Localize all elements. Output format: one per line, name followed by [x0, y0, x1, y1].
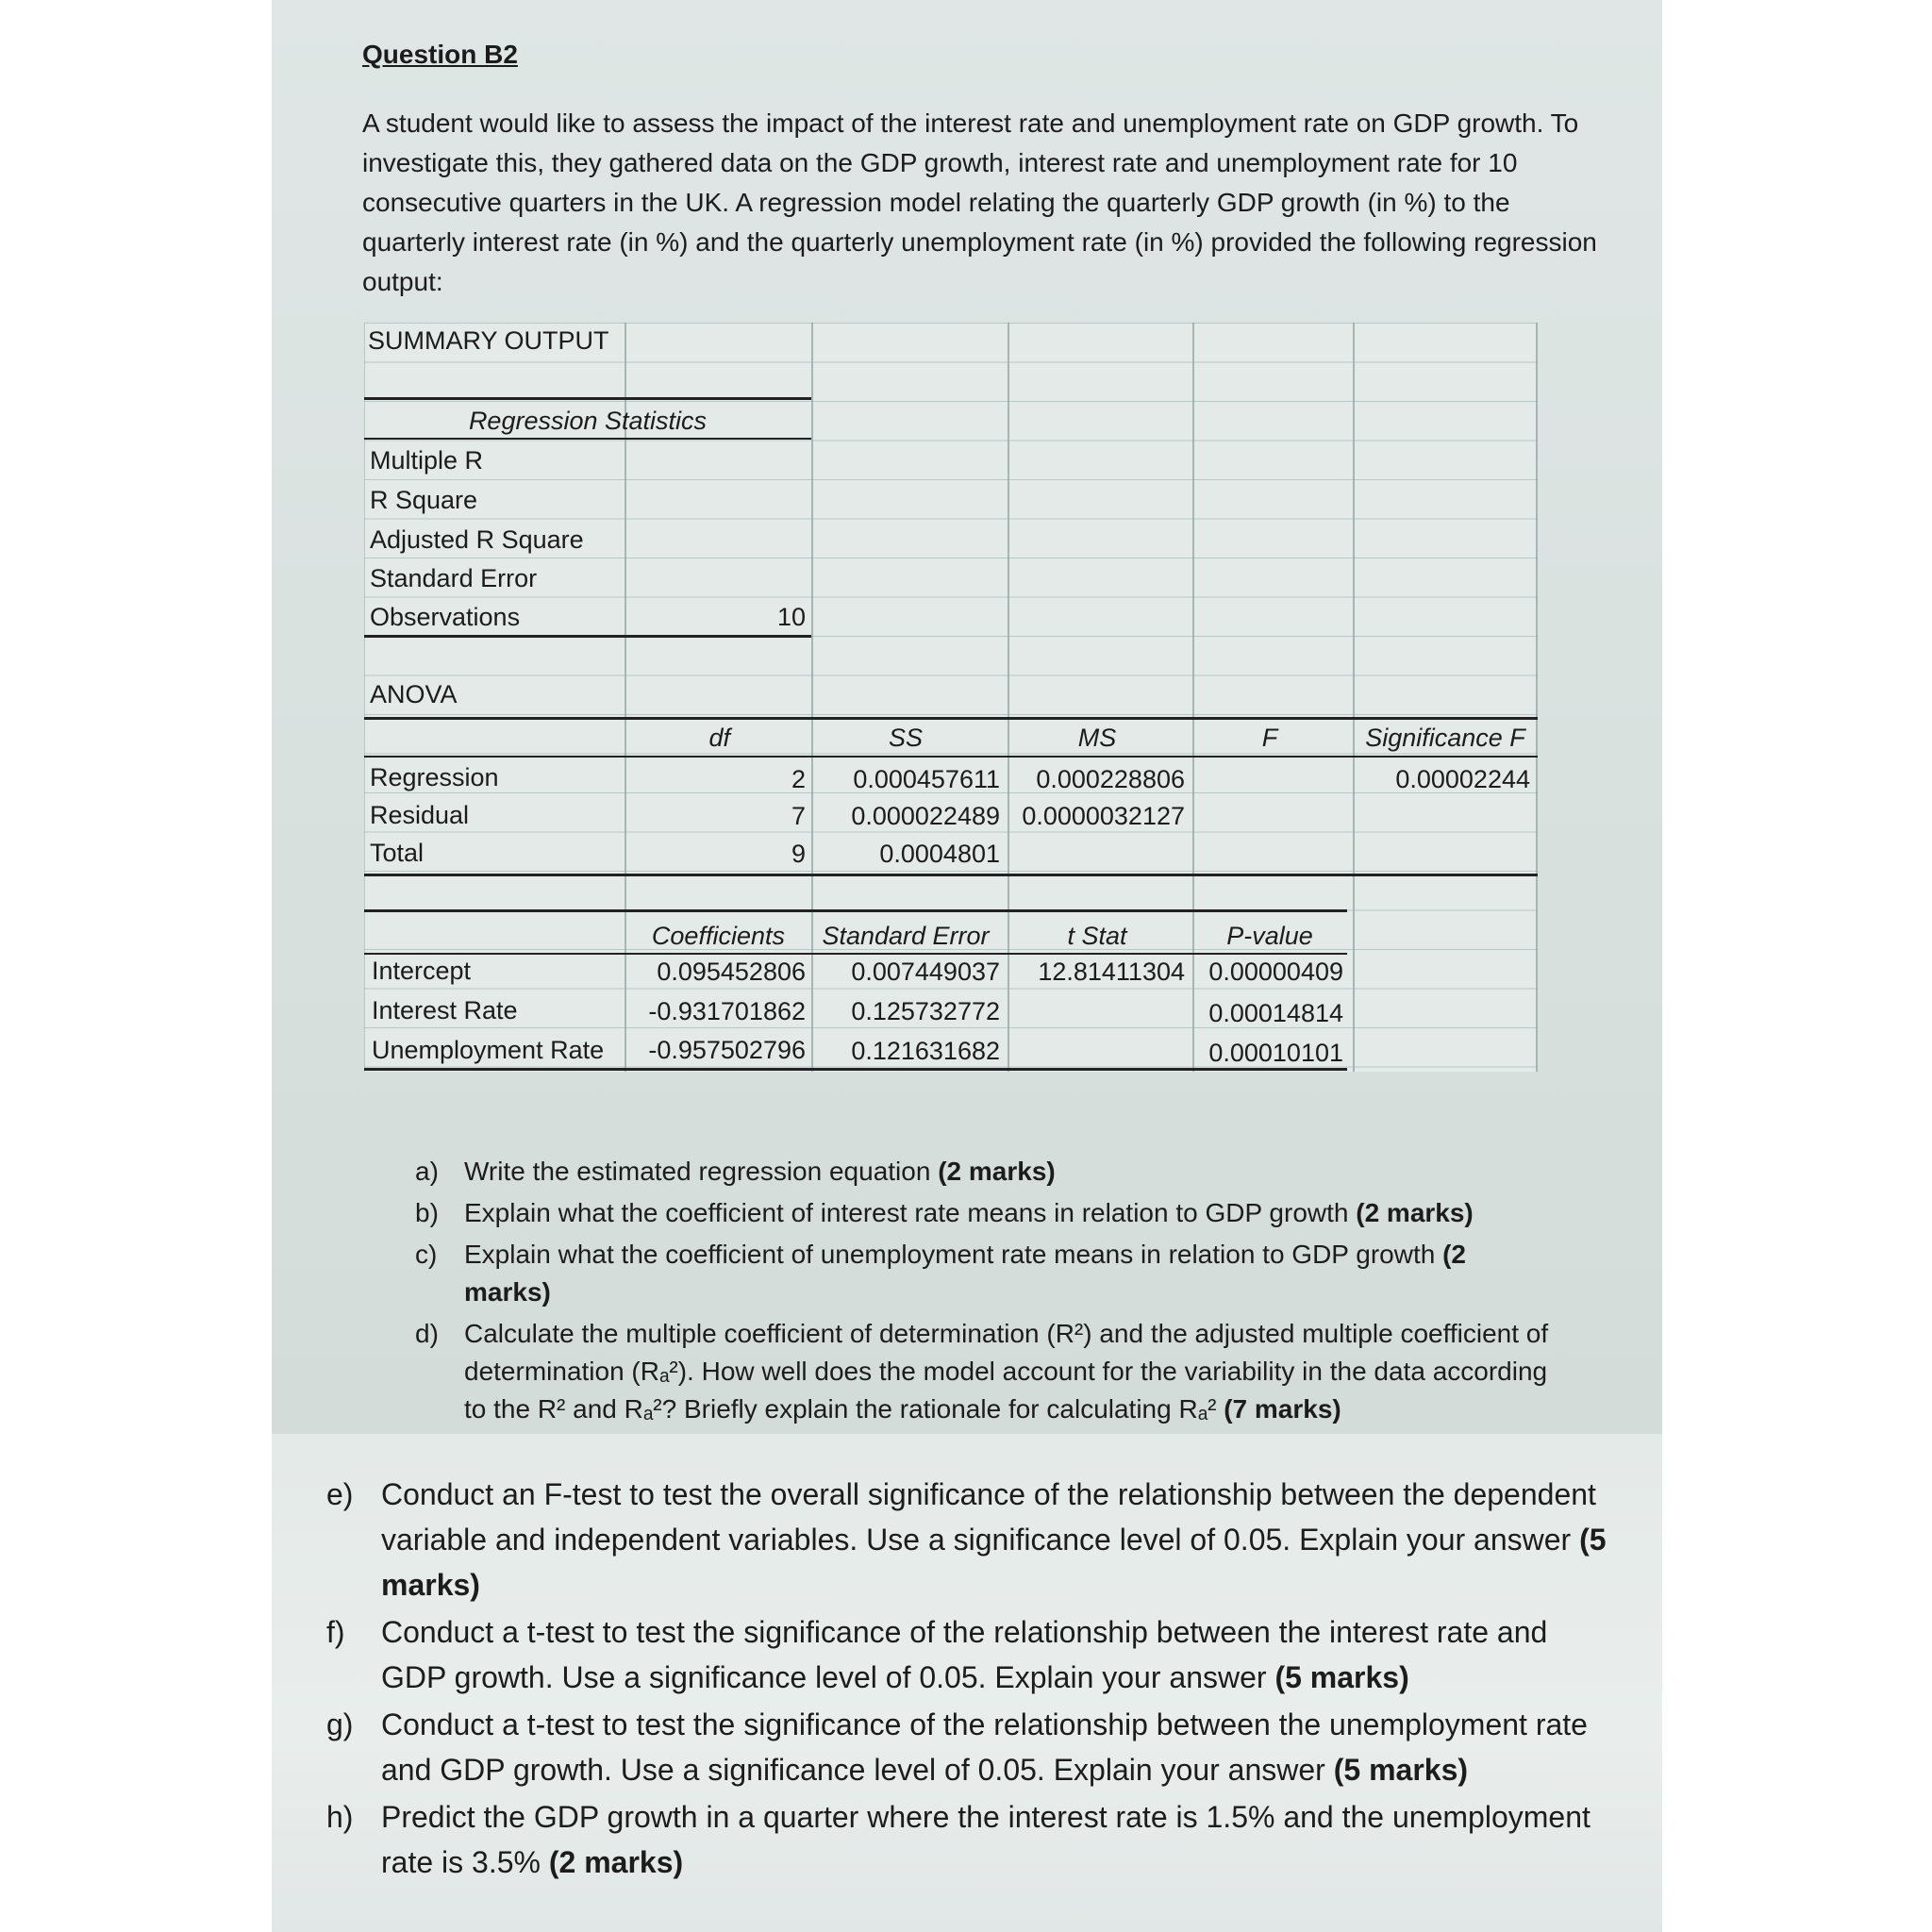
anova-ss: 0.0004801 [879, 840, 1000, 868]
question-text: Write the estimated regression equation (2 marks) [464, 1157, 1056, 1186]
question-marks: (2 marks) [548, 1845, 684, 1879]
table-rule [364, 756, 1538, 758]
questions-e-to-h [326, 1472, 1609, 1885]
stat-label: Adjusted R Square [370, 525, 584, 554]
coef-standard-error: 0.125732772 [851, 997, 1000, 1025]
anova-ms: 0.0000032127 [1022, 802, 1185, 830]
summary-output-heading: SUMMARY OUTPUT [368, 326, 609, 355]
anova-ms: 0.000228806 [1036, 765, 1185, 793]
question-item [326, 1472, 1609, 1607]
grid-col-line [1536, 323, 1538, 1072]
coef-p-value: 0.00014814 [1208, 999, 1343, 1027]
anova-ss: 0.000457611 [853, 765, 1000, 793]
stat-value: 10 [776, 603, 806, 631]
stat-label: Observations [370, 603, 521, 631]
question-letter: d) [415, 1319, 439, 1348]
coef-row-label: Intercept [372, 957, 472, 985]
question-text: Conduct a t-test to test the significance of the relationship between the interest rate and GDP growth. Use a significance level of 0.05. Explain your answer (5 marks) [381, 1615, 1548, 1694]
questions-a-to-d [415, 1153, 1575, 1428]
question-marks: (7 marks) [1224, 1394, 1341, 1424]
question-item [415, 1315, 1575, 1428]
anova-significance-f: 0.00002244 [1395, 765, 1530, 793]
anova-row-label: Total [370, 839, 425, 867]
anova-row-label: Residual [370, 801, 470, 829]
question-item [326, 1609, 1609, 1700]
question-marks: (2 marks) [1356, 1198, 1474, 1227]
question-letter: g) [326, 1707, 354, 1741]
coef-row-label: Unemployment Rate [372, 1036, 605, 1064]
anova-ss: 0.000022489 [851, 802, 1000, 830]
table-rule [364, 717, 1538, 720]
coef-value: -0.957502796 [648, 1036, 806, 1064]
question-letter: f) [326, 1615, 345, 1649]
anova-col-ss: SS [888, 724, 924, 752]
question-item [415, 1194, 1575, 1232]
question-title: Question B2 [362, 40, 518, 69]
question-item [415, 1236, 1575, 1311]
anova-df: 9 [791, 840, 806, 868]
coef-p-value: 0.00010101 [1208, 1039, 1343, 1067]
coef-value: 0.095452806 [657, 958, 806, 986]
coef-standard-error: 0.121631682 [851, 1037, 1000, 1065]
question-letter: b) [415, 1198, 439, 1227]
regression-statistics-heading: Regression Statistics [468, 407, 708, 435]
question-text: Conduct an F-test to test the overall significance of the relationship between the dependent variable and independent variables. Use a significance level of 0.05. Explain your answer (5 marks) [381, 1477, 1607, 1602]
stat-label: R Square [370, 486, 478, 514]
coef-p-value: 0.00000409 [1208, 958, 1343, 986]
stat-label: Standard Error [370, 564, 538, 592]
question-text: Conduct a t-test to test the significance of the relationship between the unemployment rate and GDP growth. Use a significance level of 0.05. Explain your answer (5 marks) [381, 1707, 1588, 1787]
question-letter: e) [326, 1477, 354, 1511]
anova-col-ms: MS [1077, 724, 1117, 752]
table-rule [364, 1068, 1347, 1071]
anova-row-label: Regression [370, 763, 499, 791]
coef-col-standard-error: Standard Error [822, 922, 990, 950]
question-text: Calculate the multiple coefficient of determination (R²) and the adjusted multiple coefficient of determination (Rₐ²). How well does the model account for the variability in the data according to the R² and Rₐ²? Briefly explain the rationale for calculating Rₐ² (7 marks) [464, 1319, 1549, 1424]
coef-t-stat: 12.81411304 [1038, 958, 1185, 986]
coef-standard-error: 0.007449037 [851, 958, 1000, 986]
anova-df: 2 [791, 765, 806, 793]
anova-df: 7 [791, 802, 806, 830]
anova-col-df: df [708, 724, 730, 752]
question-marks: (5 marks) [1333, 1753, 1469, 1787]
question-marks: (5 marks) [381, 1523, 1607, 1602]
table-rule [364, 397, 811, 400]
intro-paragraph: A student would like to assess the impact of the interest rate and unemployment rate on GDP growth. To investigate this, they gathered data on the GDP growth, interest rate and unemployment rate for 10 consecutive quarters in the UK. A regression model relating the quarterly GDP growth (in %) to the quarterly interest rate (in %) and the quarterly unemployment rate (in %) provided the following regression output: [362, 108, 1597, 296]
stat-label: Multiple R [370, 446, 484, 475]
table-rule [364, 874, 1538, 876]
question-letter: a) [415, 1157, 439, 1186]
question-item [415, 1153, 1575, 1191]
question-marks: (2 marks) [938, 1157, 1056, 1186]
table-rule [364, 909, 1347, 912]
question-marks: (5 marks) [1274, 1660, 1409, 1694]
coef-value: -0.931701862 [648, 997, 806, 1025]
question-item [326, 1794, 1609, 1885]
question-text: Explain what the coefficient of unemployment rate means in relation to GDP growth (2 marks) [464, 1240, 1466, 1307]
question-item [326, 1702, 1609, 1792]
coef-col-coefficients: Coefficients [651, 922, 785, 950]
anova-heading: ANOVA [370, 680, 458, 708]
table-rule [364, 953, 1347, 955]
question-text: Explain what the coefficient of interest rate means in relation to GDP growth (2 marks) [464, 1198, 1474, 1227]
coef-col-p-value: P-value [1226, 922, 1313, 950]
coef-row-label: Interest Rate [372, 996, 518, 1024]
anova-col-significance-f: Significance F [1365, 724, 1525, 752]
anova-col-f: F [1261, 724, 1278, 752]
table-rule [364, 438, 811, 440]
grid-col-line [1353, 323, 1355, 1072]
coef-col-t-stat: t Stat [1067, 922, 1127, 950]
question-letter: c) [415, 1240, 438, 1269]
question-text: Predict the GDP growth in a quarter where the interest rate is 1.5% and the unemployment rate is 3.5% (2 marks) [381, 1800, 1591, 1879]
table-rule [364, 635, 811, 638]
question-marks: (2 marks) [464, 1240, 1466, 1307]
question-letter: h) [326, 1800, 354, 1834]
